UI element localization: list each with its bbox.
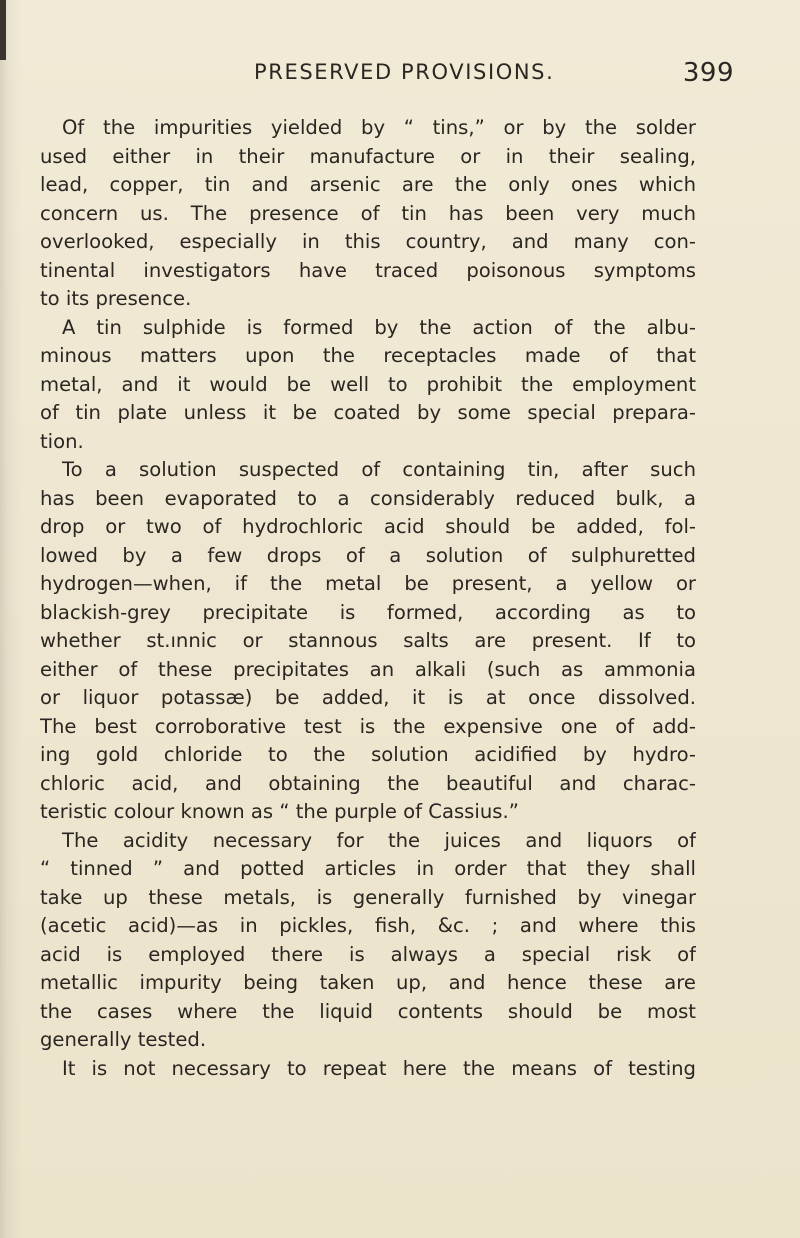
text-line: whether st.ınnic or stannous salts are present. If to bbox=[40, 629, 696, 652]
text-line: metal, and it would be well to prohibit the employment bbox=[40, 372, 696, 396]
text-line: (acetic acid)—as in pickles, fish, &c. ; and where this bbox=[40, 914, 696, 937]
page-header bbox=[254, 58, 734, 98]
text-line: or liquor potassæ) be added, it is at once dissolved. bbox=[40, 686, 696, 709]
page-edge-shadow bbox=[0, 0, 6, 60]
text-line: the cases where the liquid contents should be most bbox=[40, 999, 696, 1023]
text-line: “ tinned ” and potted articles in order that they shall bbox=[40, 857, 696, 880]
text-line: overlooked, especially in this country, and many con- bbox=[40, 230, 696, 253]
page-number: 399 bbox=[682, 58, 734, 88]
text-line: has been evaporated to a considerably reduced bulk, a bbox=[40, 486, 696, 510]
text-line: ing gold chloride to the solution acidified by hydro- bbox=[40, 743, 696, 766]
text-line: to its presence. bbox=[40, 287, 192, 310]
text-line: metallic impurity being taken up, and hence these are bbox=[40, 971, 696, 994]
text-line: used either in their manufacture or in their sealing, bbox=[40, 144, 696, 168]
text-line: The acidity necessary for the juices and liquors of bbox=[62, 828, 696, 852]
text-line: blackish-grey precipitate is formed, according as to bbox=[40, 600, 696, 624]
text-line: of tin plate unless it be coated by some special prepara- bbox=[40, 401, 696, 424]
text-line: Of the impurities yielded by “ tins,” or by the solder bbox=[62, 116, 696, 139]
text-line: To a solution suspected of containing tin, after such bbox=[62, 458, 696, 481]
text-line: The best corroborative test is the expensive one of add- bbox=[40, 714, 696, 738]
text-line: acid is employed there is always a special risk of bbox=[40, 942, 696, 966]
text-line: A tin sulphide is formed by the action of the albu- bbox=[62, 315, 696, 339]
text-line: tinental investigators have traced poisonous symptoms bbox=[40, 258, 696, 282]
text-line: lead, copper, tin and arsenic are the only ones which bbox=[40, 173, 696, 196]
running-title: PRESERVED PROVISIONS. bbox=[254, 60, 555, 84]
text-line: minous matters upon the receptacles made of that bbox=[40, 344, 696, 367]
text-line: concern us. The presence of tin has been very much bbox=[40, 201, 696, 225]
text-line: drop or two of hydrochloric acid should be added, fol- bbox=[40, 515, 696, 538]
text-line: take up these metals, is generally furnished by vinegar bbox=[40, 885, 696, 909]
text-line: teristic colour known as “ the purple of Cassius.” bbox=[40, 800, 519, 823]
text-line: either of these precipitates an alkali (such as ammonia bbox=[40, 657, 696, 681]
text-line: chloric acid, and obtaining the beautiful and charac- bbox=[40, 771, 696, 795]
text-line: hydrogen—when, if the metal be present, a yellow or bbox=[40, 572, 696, 595]
text-line: generally tested. bbox=[40, 1028, 207, 1051]
text-line: lowed by a few drops of a solution of sulphuretted bbox=[40, 543, 696, 567]
text-line: It is not necessary to repeat here the means of testing bbox=[62, 1056, 696, 1080]
body-text bbox=[40, 114, 696, 1083]
text-line: tion. bbox=[40, 429, 84, 453]
